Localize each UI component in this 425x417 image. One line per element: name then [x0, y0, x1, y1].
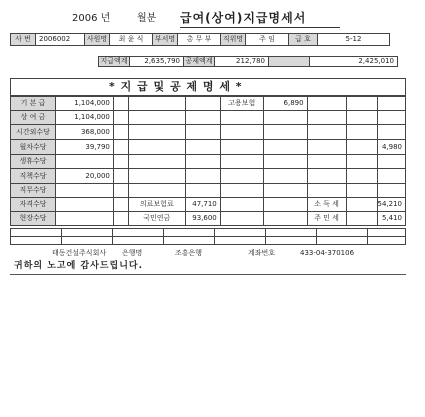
- pay-item-value: 1,104,000: [55, 111, 113, 125]
- page-title: 급여(상여)지급명세서: [180, 11, 307, 25]
- pay-item-value: 368,000: [55, 125, 113, 140]
- bank-name: 조흥은행: [175, 249, 203, 257]
- account-label: 계좌번호: [248, 249, 276, 257]
- income-tax-value: 54,210: [377, 198, 406, 212]
- id-label: 사 번: [11, 34, 36, 46]
- position-label: 직위명: [221, 34, 246, 46]
- employee-grade: 5-12: [318, 34, 390, 46]
- bank-label: 은행명: [122, 249, 143, 257]
- totals-table: [98, 56, 398, 67]
- employment-ins-label: 고용보험: [220, 97, 263, 111]
- section-title: * 지 급 및 공 제 명 세 *: [109, 80, 243, 93]
- employee-info-table: [10, 33, 390, 46]
- income-tax-label: 소 득 세: [307, 198, 346, 212]
- pay-item-label: 자격수당: [11, 198, 56, 212]
- pay-item-value: [55, 184, 113, 198]
- account-number: 433-04-370106: [300, 249, 355, 257]
- pay-item-label: 생휴수당: [11, 155, 56, 169]
- pay-item-value: [55, 212, 113, 226]
- pay-total-label: 지급액계: [100, 57, 128, 65]
- employee-position: 주 임: [246, 34, 289, 46]
- employment-ins-value: 6,890: [263, 97, 307, 111]
- pay-item-value: 39,790: [55, 140, 113, 155]
- pay-item-label: 현장수당: [11, 212, 56, 226]
- pay-item-label: 기 본 급: [11, 97, 56, 111]
- company-name: 태동건설주식회사: [52, 249, 107, 257]
- month-label: 월분: [137, 13, 157, 24]
- deduct-total-label: 공제액계: [185, 57, 213, 65]
- section-header: [10, 78, 406, 96]
- net-pay-label: [269, 57, 310, 67]
- pay-item-value: 1,104,000: [55, 97, 113, 111]
- pay-item-label: 직책수당: [11, 169, 56, 184]
- grade-label: 급 호: [289, 34, 318, 46]
- dept-label: 부서명: [153, 34, 178, 46]
- employee-dept: 총 무 부: [178, 34, 221, 46]
- employee-id: 2006002: [36, 34, 85, 46]
- pay-item-label: 월차수당: [11, 140, 56, 155]
- pension-label: 국민연금: [128, 212, 185, 226]
- detail-table: [10, 96, 406, 226]
- name-label: 사원명: [85, 34, 110, 46]
- pay-item-value: [55, 155, 113, 169]
- net-pay: 2,425,010: [310, 57, 398, 67]
- pension-value: 93,600: [185, 212, 220, 226]
- pay-item-label: 시간외수당: [11, 125, 56, 140]
- deduct-total: 212,780: [215, 57, 269, 67]
- year-label: 2006 년: [72, 13, 111, 24]
- footer-blank-table: [10, 228, 406, 245]
- pay-item-value: 20,000: [55, 169, 113, 184]
- pay-total: 2,635,790: [130, 57, 184, 67]
- deduction-value: 4,980: [377, 140, 406, 155]
- title-underline: [180, 27, 340, 28]
- resident-tax-value: 5,410: [377, 212, 406, 226]
- medical-ins-value: 47,710: [185, 198, 220, 212]
- employee-name: 최 윤 식: [110, 34, 153, 46]
- medical-ins-label: 의료보험료: [128, 198, 185, 212]
- pay-item-value: [55, 198, 113, 212]
- pay-item-label: 직무수당: [11, 184, 56, 198]
- pay-item-label: 상 여 금: [11, 111, 56, 125]
- resident-tax-label: 주 민 세: [307, 212, 346, 226]
- thanks-message: 귀하의 노고에 감사드립니다.: [14, 261, 144, 271]
- thanks-divider: [10, 274, 406, 275]
